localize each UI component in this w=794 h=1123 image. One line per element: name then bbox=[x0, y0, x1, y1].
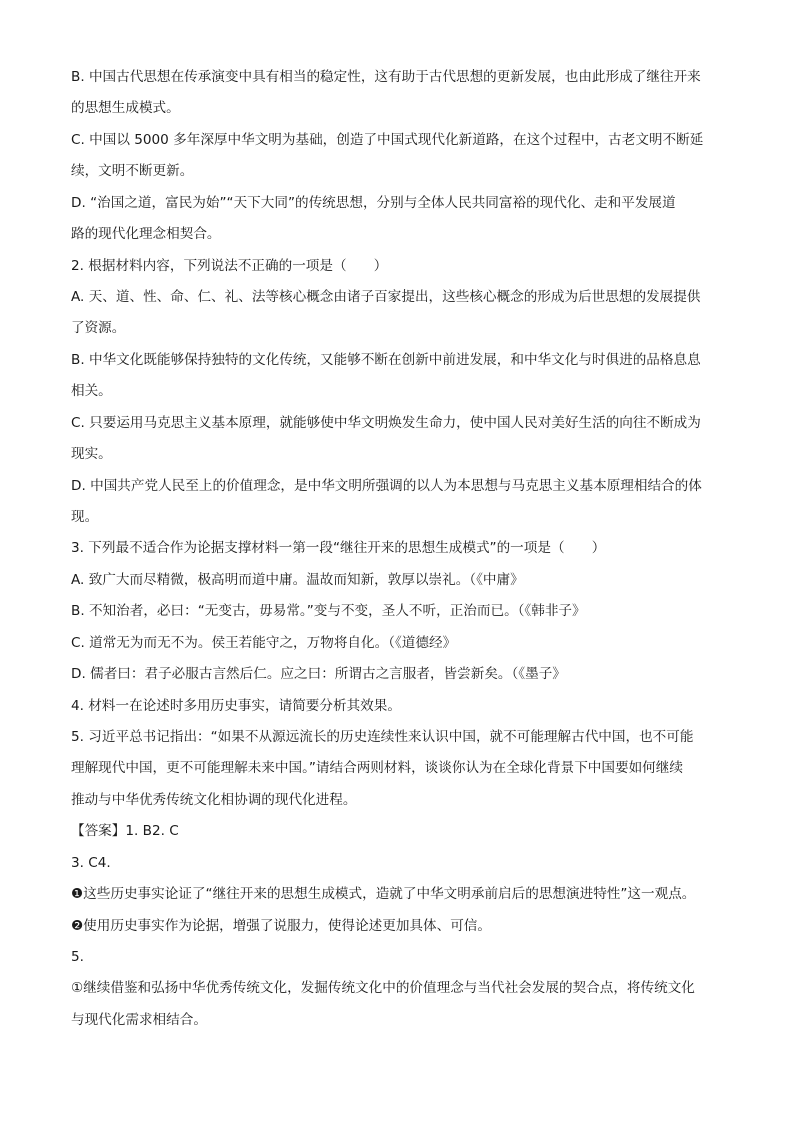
q2-option-c-line-2: 现实。 bbox=[71, 446, 112, 462]
answer-3-4: 3. C4. bbox=[71, 855, 111, 871]
q3-option-c: C. 道常无为而无不为。侯王若能守之，万物将自化。（《道德经》 bbox=[71, 635, 457, 651]
q3-option-b: B. 不知治者，必曰：“无变古，毋易常。”变与不变，圣人不听，正治而已。（《韩非子》 bbox=[71, 603, 586, 619]
question-5-line-2: 理解现代中国，更不可能理解未来中国。”请结合两则材料，谈谈你认为在全球化背景下中国要如何继续 bbox=[71, 760, 683, 776]
q3-option-d: D. 儒者曰：君子必服古言然后仁。应之曰：所谓古之言服者，皆尝新矣。（《墨子》 bbox=[71, 666, 566, 682]
option-d-line-2: 路的现代化理念相契合。 bbox=[71, 226, 221, 242]
question-3: 3. 下列最不适合作为论据支撑材料一第一段“继往开来的思想生成模式”的一项是（ ） bbox=[71, 540, 606, 556]
answer-5-point-1-line-1: ①继续借鉴和弘扬中华优秀传统文化，发掘传统文化中的价值理念与当代社会发展的契合点，将传统文化 bbox=[71, 980, 695, 996]
q2-option-b-line-1: B. 中华文化既能够保持独特的文化传统，又能够不断在创新中前进发展，和中华文化与时俱进的品格息息 bbox=[71, 352, 701, 368]
answer-4-point-1: ❶这些历史事实论证了“继往开来的思想生成模式，造就了中华文明承前启后的思想演进特性”这一观点。 bbox=[71, 886, 696, 902]
question-2: 2. 根据材料内容，下列说法不正确的一项是（ ） bbox=[71, 258, 388, 274]
answer-text: 1. B2. C bbox=[125, 823, 179, 839]
answer-5-point-1-line-2: 与现代化需求相结合。 bbox=[71, 1012, 207, 1028]
option-d-line-1: D. “治国之道，富民为始”“天下大同”的传统思想，分别与全体人民共同富裕的现代化、走和平发展道 bbox=[71, 195, 676, 211]
q2-option-a-line-1: A. 天、道、性、命、仁、礼、法等核心概念由诸子百家提出，这些核心概念的形成为后世思想的发展提供 bbox=[71, 289, 701, 305]
option-c-line-2: 续，文明不断更新。 bbox=[71, 163, 194, 179]
option-b-line-2: 的思想生成模式。 bbox=[71, 100, 180, 116]
option-c-line-1: C. 中国以 5000 多年深厚中华文明为基础，创造了中国式现代化新道路，在这个过程中，古老文明不断延 bbox=[71, 132, 704, 148]
q2-option-b-line-2: 相关。 bbox=[71, 383, 112, 399]
q3-option-a: A. 致广大而尽精微，极高明而道中庸。温故而知新，敦厚以崇礼。（《中庸》 bbox=[71, 572, 524, 588]
q2-option-d-line-1: D. 中国共产党人民至上的价值理念，是中华文明所强调的以人为本思想与马克思主义基本原理相结合的体 bbox=[71, 478, 702, 494]
question-4: 4. 材料一在论述时多用历史事实，请简要分析其效果。 bbox=[71, 698, 401, 714]
question-5-line-1: 5. 习近平总书记指出：“如果不从源远流长的历史连续性来认识中国，就不可能理解古代中国，也不可能 bbox=[71, 729, 694, 745]
q2-option-a-line-2: 了资源。 bbox=[71, 320, 126, 336]
answer-5-label: 5. bbox=[71, 949, 84, 965]
answer-line bbox=[71, 821, 731, 841]
q2-option-d-line-2: 现。 bbox=[71, 509, 99, 525]
answer-4-point-2: ❷使用历史事实作为论据，增强了说服力，使得论述更加具体、可信。 bbox=[71, 918, 491, 934]
option-b-line-1: B. 中国古代思想在传承演变中具有相当的稳定性，这有助于古代思想的更新发展，也由此形成了继往开来 bbox=[71, 69, 701, 85]
q2-option-c-line-1: C. 只要运用马克思主义基本原理，就能够使中华文明焕发生命力，使中国人民对美好生活的向往不断成为 bbox=[71, 415, 701, 431]
answer-tag: 【答案】 bbox=[71, 823, 126, 839]
question-5-line-3: 推动与中华优秀传统文化相协调的现代化进程。 bbox=[71, 792, 357, 808]
